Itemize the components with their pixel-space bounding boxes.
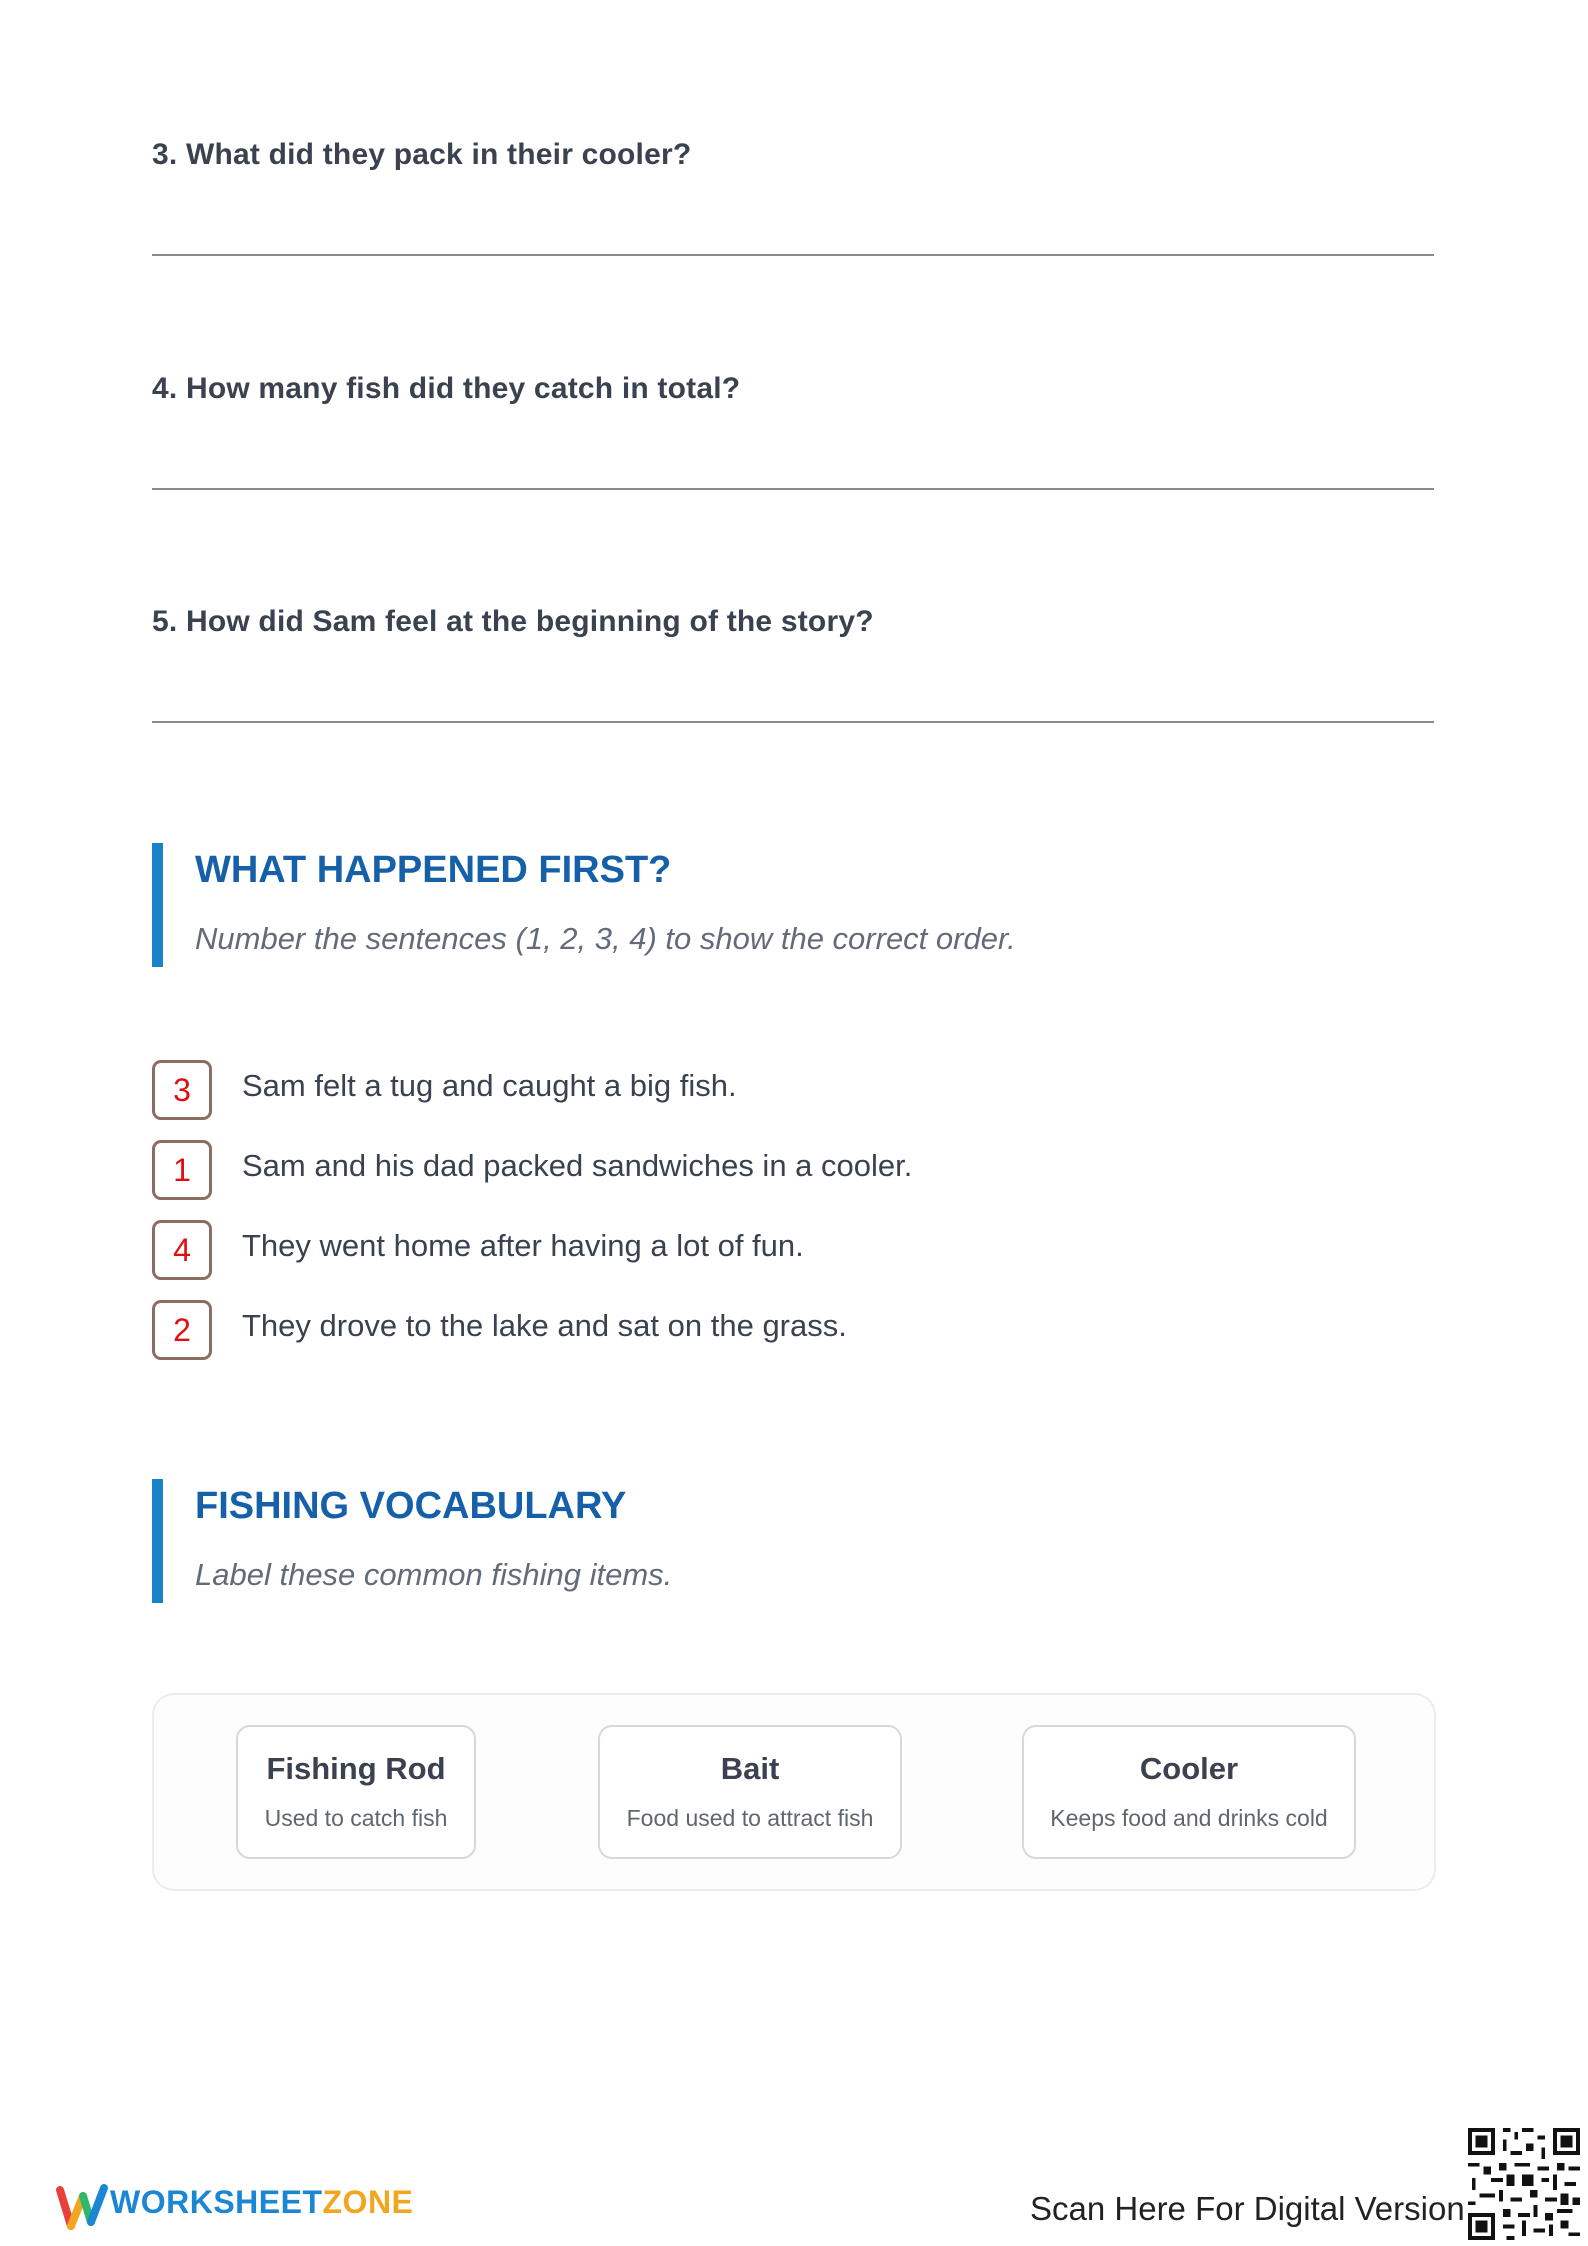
answer-line[interactable] [152,488,1434,490]
section-title: FISHING VOCABULARY [195,1485,627,1527]
order-item [152,1220,1434,1278]
vocab-definition: Used to catch fish [264,1805,448,1831]
vocab-definition: Keeps food and drinks cold [1050,1805,1328,1831]
worksheetzone-logo[interactable] [56,2178,456,2238]
order-number-box[interactable]: 1 [152,1140,212,1200]
order-number-box[interactable]: 4 [152,1220,212,1280]
ordering-section-header [152,843,1445,967]
scan-instruction: Scan Here For Digital Version [1030,2190,1465,2227]
order-sentence: Sam and his dad packed sandwiches in a cooler. [242,1148,913,1183]
vocab-definition: Food used to attract fish [626,1805,874,1831]
order-number-box[interactable]: 2 [152,1300,212,1360]
brand-part-1: WORKSHEET [110,2184,323,2220]
vocab-term: Bait [720,1751,780,1786]
vocabulary-panel [152,1693,1436,1891]
answer-line[interactable] [152,721,1434,723]
vocab-term: Cooler [1139,1751,1239,1786]
section-subtitle: Number the sentences (1, 2, 3, 4) to show the correct order. [195,921,1016,956]
answer-line[interactable] [152,254,1434,256]
brand-part-2: ZONE [322,2184,414,2220]
order-sentence: They drove to the lake and sat on the grass. [242,1308,847,1343]
vocab-card-fishing-rod [236,1725,476,1859]
vocab-card-cooler [1022,1725,1356,1859]
question-text: 3. What did they pack in their cooler? [152,138,692,171]
vocab-card-bait [598,1725,902,1859]
vocab-term: Fishing Rod [266,1751,446,1786]
section-subtitle: Label these common fishing items. [195,1557,673,1592]
question-text: 4. How many fish did they catch in total? [152,372,741,405]
section-title: WHAT HAPPENED FIRST? [195,849,672,891]
worksheetzone-w-logo-icon [56,2182,108,2232]
order-sentence: Sam felt a tug and caught a big fish. [242,1068,737,1103]
order-sentence: They went home after having a lot of fun. [242,1228,804,1263]
order-item [152,1060,1434,1118]
order-item [152,1300,1434,1358]
order-item [152,1140,1434,1198]
vocabulary-section-header [152,1479,1445,1603]
order-number-box[interactable]: 3 [152,1060,212,1120]
qr-code-icon[interactable] [1468,2128,1580,2240]
question-text: 5. How did Sam feel at the beginning of the story? [152,605,874,638]
brand-name [110,2184,413,2221]
